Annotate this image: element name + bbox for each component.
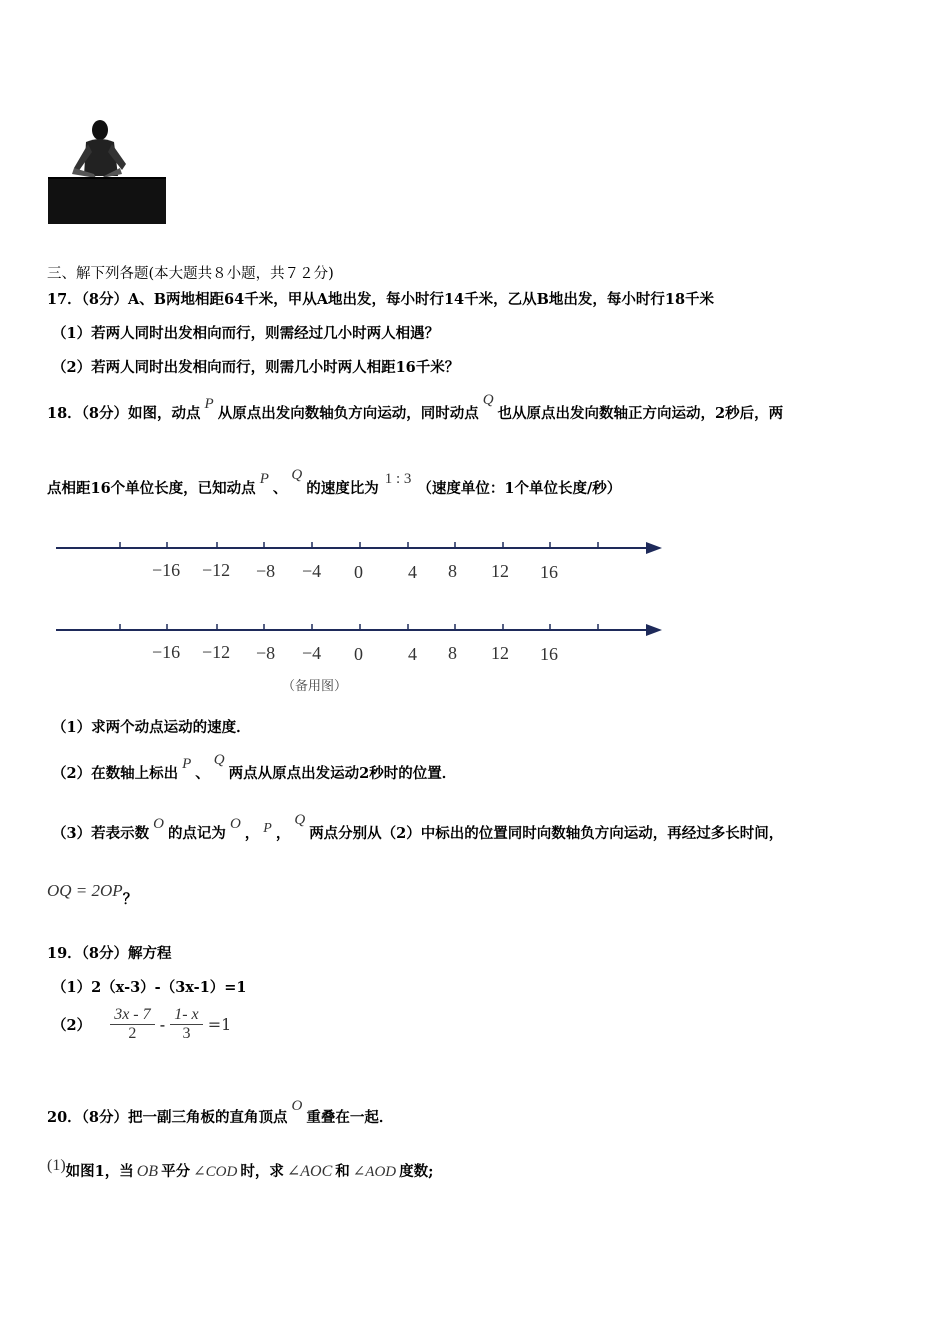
ratio: 1 : 3 (384, 471, 412, 487)
q18-line2: 点相距16个单位长度，已知动点P、Q的速度比为1 : 3（速度单位：1个单位长度/秒） (47, 467, 622, 497)
tick-label: 4 (408, 562, 417, 582)
tick-label: −16 (152, 642, 181, 662)
tick-label: −8 (256, 643, 276, 663)
q18-equation: OQ = 2OP？ (47, 881, 138, 908)
q18-part2: （2）在数轴上标出P、Q两点从原点出发运动2秒时的位置． (52, 752, 457, 782)
var-Q: Q (482, 392, 494, 408)
tick-label: 0 (354, 644, 363, 664)
fraction-2: $\frac{1- x}{3}$ (170, 1006, 202, 1043)
q18-part3: （3）若表示数O的点记为O， P ，Q两点分别从（2）中标出的位置同时向数轴负方向运动，再经过多长时间， (52, 812, 784, 842)
q17-stem: 17．（8分）A、B两地相距64千米，甲从A地出发，每小时行14千米，乙从B地出发，每小时行18千米 (47, 291, 715, 308)
tick-label: −4 (302, 561, 322, 581)
tick-label: 8 (448, 643, 457, 663)
var-P: P (263, 821, 272, 836)
tick-label: −12 (202, 642, 231, 662)
var-P: P (204, 396, 214, 412)
var-P: P (259, 471, 269, 487)
section-heading: 三、解下列各题(本大题共８小题，共７２分) (47, 266, 334, 282)
tick-label: 8 (448, 561, 457, 581)
tick-label: 4 (408, 644, 417, 664)
q19-part2: （2） $\frac{3x - 7}{2}$ - $\frac{1- x}{3}$ =1 (52, 1006, 232, 1042)
tick-label: 16 (540, 644, 558, 664)
tick-label: −4 (302, 643, 322, 663)
spare-figure-caption: （备用图） (282, 679, 348, 694)
q18-line1: 18．（8分）如图，动点P从原点出发向数轴负方向运动，同时动点Q也从原点出发向数轴正方向运动，2秒后，两 (47, 392, 784, 422)
var-O: O (291, 1098, 303, 1114)
number-line-main (50, 530, 670, 590)
q17-part1: （1）若两人同时出发相向而行，则需经过几小时两人相遇？ (52, 325, 440, 342)
fraction-1: $\frac{3x - 7}{2}$ (110, 1006, 154, 1043)
var-O: O (229, 816, 241, 832)
var-P: P (182, 756, 192, 772)
tick-label: −16 (152, 560, 181, 580)
var-O: O (153, 816, 164, 832)
q20-part1: (1)如图1，当 OB 平分 ∠COD 时，求 ∠AOC 和 ∠AOD 度数; (47, 1157, 434, 1180)
number-line-spare (50, 612, 670, 698)
tick-label: 16 (540, 562, 558, 582)
tick-label: −12 (202, 560, 231, 580)
var-Q: Q (294, 812, 306, 828)
q19-part1: （1）2（x-3）-（3x-1）=1 (52, 979, 247, 996)
q17-part2: （2）若两人同时出发相向而行，则需几小时两人相距16千米？ (52, 359, 460, 376)
tick-label: −8 (256, 561, 276, 581)
q20-stem: 20．（8分）把一副三角板的直角顶点O重叠在一起． (47, 1098, 394, 1126)
q18-part1: （1）求两个动点运动的速度． (52, 719, 251, 736)
var-Q: Q (213, 752, 225, 768)
worker-at-bench-image (44, 118, 170, 226)
tick-label: 0 (354, 562, 363, 582)
q19-stem: 19．（8分）解方程 (47, 945, 172, 962)
var-Q: Q (291, 467, 303, 483)
tick-label: 12 (491, 643, 509, 663)
tick-label: 12 (491, 561, 509, 581)
